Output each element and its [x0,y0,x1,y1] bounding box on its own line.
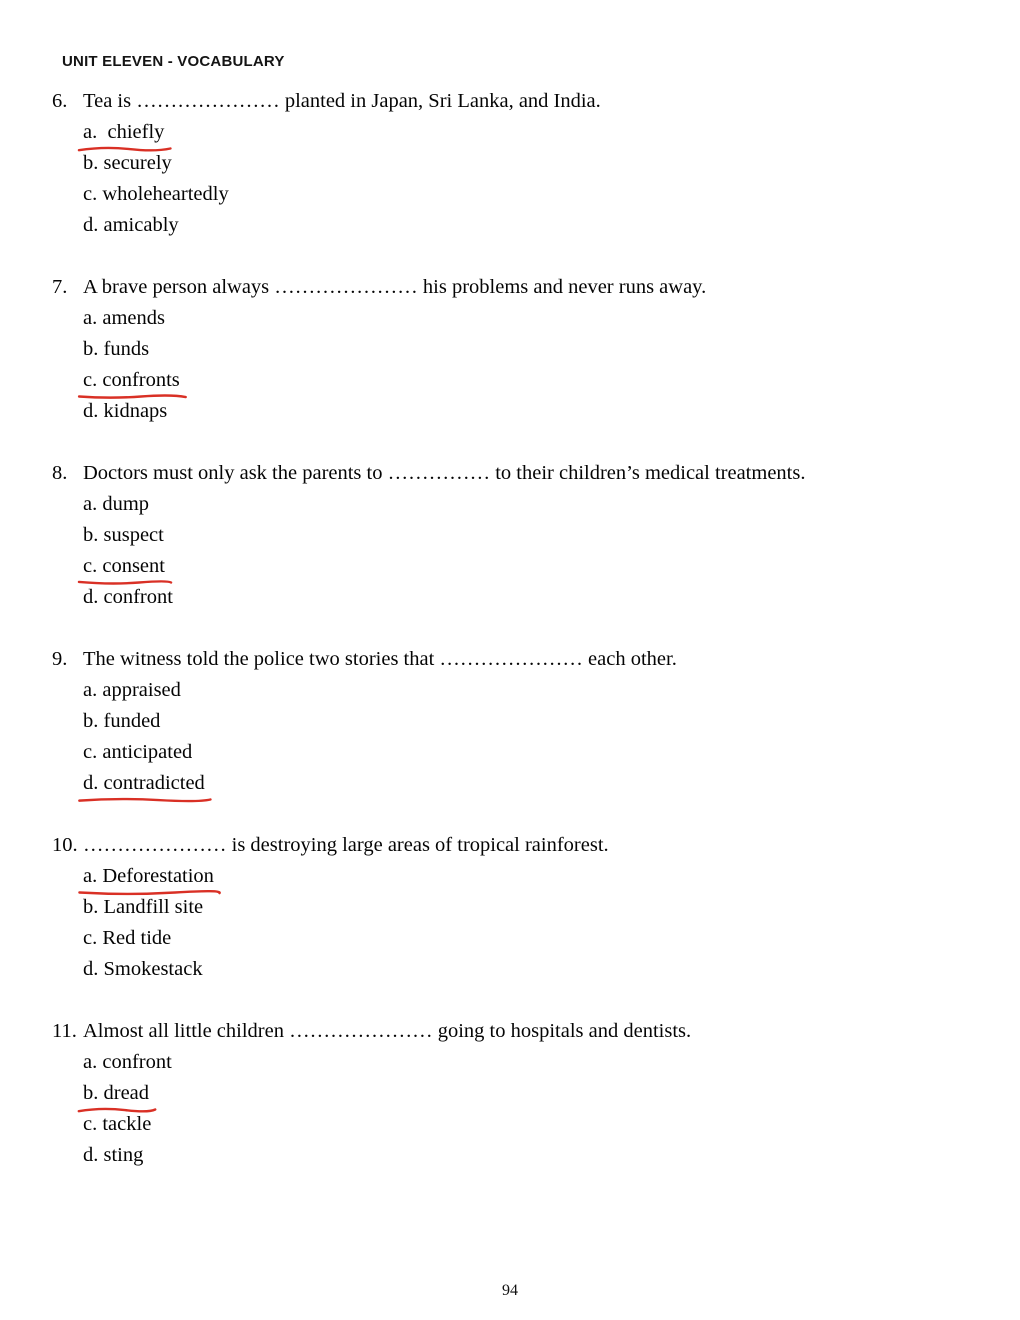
page-number: 94 [502,1282,518,1299]
question-number: 10. [52,834,78,856]
option-label: c. [83,927,98,949]
option-row [83,1140,980,1171]
option-label: b. [83,152,99,174]
option-text: securely [103,152,172,174]
answer-option [83,117,164,148]
option-label: d. [83,772,99,794]
question-8 [52,458,980,613]
question-9 [52,644,980,799]
option-row [83,334,980,365]
option-label: a. [83,121,98,143]
option-text: wholeheartedly [102,183,229,205]
option-text: Deforestation [102,865,214,887]
question-11 [52,1016,980,1171]
option [83,1109,151,1140]
option-label: d. [83,958,99,980]
option-label: b. [83,1082,99,1104]
question-text: The witness told the police two stories that ………………… each other. [83,648,677,670]
option [83,489,149,520]
questions-list [52,86,980,1202]
option-label: d. [83,586,99,608]
question-number: 9. [52,648,68,670]
option-row [83,520,980,551]
option [83,737,192,768]
question-text-line [52,1016,980,1047]
question-text-line [52,830,980,861]
question-7 [52,272,980,427]
option-label: c. [83,369,98,391]
option-text: funded [103,710,161,732]
option-text: anticipated [102,741,193,763]
option-row [83,582,980,613]
question-text-line [52,272,980,303]
question-number: 6. [52,90,68,112]
option-text: dump [102,493,150,515]
option [83,334,149,365]
option-row [83,551,980,582]
question-text: ………………… is destroying large areas of tropical rainforest. [83,834,609,856]
option [83,1140,143,1171]
option-label: c. [83,183,98,205]
option-label: b. [83,338,99,360]
question-10 [52,830,980,985]
option-label: b. [83,524,99,546]
option-text: consent [102,555,165,577]
option-row [83,675,980,706]
option [83,582,173,613]
option-text: confront [102,1051,172,1073]
option-text: amends [102,307,165,329]
option-label: b. [83,896,99,918]
option-row [83,396,980,427]
option-label: a. [83,679,98,701]
option-label: d. [83,1144,99,1166]
option [83,303,165,334]
option-text: Smokestack [103,958,203,980]
option [83,954,203,985]
option-text: confronts [102,369,180,391]
option-label: a. [83,1051,98,1073]
option-text: dread [103,1082,150,1104]
option-row [83,1109,980,1140]
answer-option [83,861,214,892]
option-row [83,303,980,334]
option-row [83,892,980,923]
question-text: Almost all little children ………………… going to hospitals and dentists. [83,1020,692,1042]
option-row [83,1047,980,1078]
answer-option [83,1078,149,1109]
options-group [52,675,980,799]
options-group [52,861,980,985]
answer-option [83,768,205,799]
option [83,179,229,210]
option-row [83,923,980,954]
option-row [83,210,980,241]
option-label: b. [83,710,99,732]
options-group [52,1047,980,1171]
red-underline [78,795,212,804]
option-label: c. [83,1113,98,1135]
option-text: contradicted [103,772,205,794]
option [83,520,164,551]
option-text: Red tide [102,927,172,949]
option-text: amicably [103,214,179,236]
option-text: appraised [102,679,181,701]
option-row [83,489,980,520]
answer-option [83,551,165,582]
option-row [83,117,980,148]
question-text: A brave person always ………………… his problems and never runs away. [83,276,707,298]
option-row [83,954,980,985]
question-text: Doctors must only ask the parents to …………… to their children’s medical treatments. [83,462,806,484]
option-text: suspect [103,524,164,546]
option-text: funds [103,338,150,360]
option-label: d. [83,400,99,422]
option [83,675,181,706]
unit-header: UNIT ELEVEN - VOCABULARY [62,53,285,70]
option-label: a. [83,493,98,515]
options-group [52,117,980,241]
option-row [83,706,980,737]
question-text-line [52,86,980,117]
option-row [83,179,980,210]
option [83,892,203,923]
option-text: chiefly [107,121,165,143]
options-group [52,303,980,427]
question-6 [52,86,980,241]
option-row [83,148,980,179]
option-row [83,737,980,768]
option-text: tackle [102,1113,152,1135]
question-text: Tea is ………………… planted in Japan, Sri Lanka, and India. [83,90,601,112]
options-group [52,489,980,613]
option-text: kidnaps [103,400,168,422]
question-number: 11. [52,1020,77,1042]
option-label: c. [83,741,98,763]
option [83,706,160,737]
option [83,396,167,427]
option-row [83,768,980,799]
option-text: Landfill site [103,896,204,918]
option [83,148,172,179]
option [83,1047,172,1078]
option-row [83,1078,980,1109]
option [83,210,179,241]
question-text-line [52,458,980,489]
question-text-line [52,644,980,675]
option-text: sting [103,1144,144,1166]
option [83,923,171,954]
question-number: 8. [52,462,68,484]
option-row [83,365,980,396]
question-number: 7. [52,276,68,298]
option-label: a. [83,865,98,887]
option-row [83,861,980,892]
option-label: d. [83,214,99,236]
option-label: c. [83,555,98,577]
answer-option [83,365,180,396]
option-label: a. [83,307,98,329]
option-text: confront [103,586,173,608]
